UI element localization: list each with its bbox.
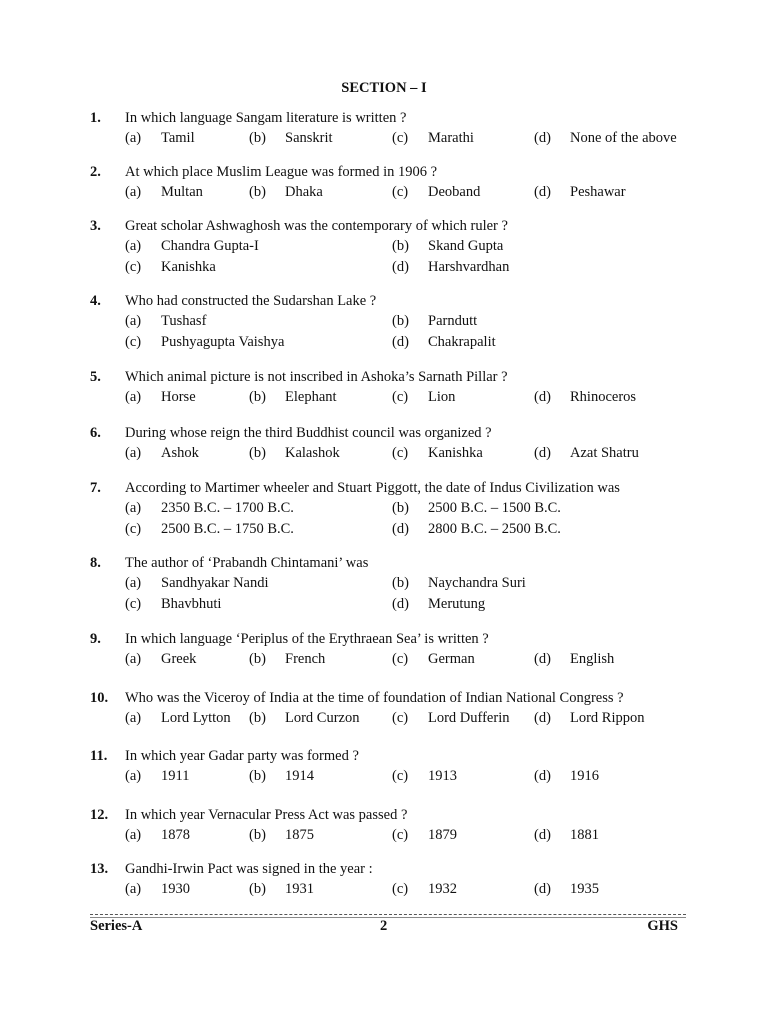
option-c: (c) Kanishka xyxy=(392,445,483,461)
option-a: (a) Tamil xyxy=(125,130,195,146)
option-d: (d) Chakrapalit xyxy=(392,334,496,350)
question-text: Great scholar Ashwaghosh was the contemporary of which ruler ? xyxy=(125,218,508,234)
option-a: (a) 1878 xyxy=(125,827,190,843)
options-row xyxy=(125,521,685,541)
footer-divider xyxy=(90,914,686,915)
option-a: (a) 2350 B.C. – 1700 B.C. xyxy=(125,500,294,516)
page-number: 2 xyxy=(380,918,388,934)
question-text: During whose reign the third Buddhist council was organized ? xyxy=(125,425,492,441)
question-text: In which language ‘Periplus of the Erythraean Sea’ is written ? xyxy=(125,631,489,647)
question-number: 8. xyxy=(90,555,101,571)
option-c: (c) 2500 B.C. – 1750 B.C. xyxy=(125,521,294,537)
option-d: (d) 1916 xyxy=(534,768,599,784)
options-row xyxy=(125,710,685,730)
option-a: (a) 1930 xyxy=(125,881,190,897)
option-c: (c) Pushyagupta Vaishya xyxy=(125,334,285,350)
options-row xyxy=(125,881,685,901)
question-text: Gandhi-Irwin Pact was signed in the year : xyxy=(125,861,373,877)
question-text: In which year Vernacular Press Act was passed ? xyxy=(125,807,408,823)
question-text: In which language Sangam literature is written ? xyxy=(125,110,407,126)
option-d: (d) 1881 xyxy=(534,827,599,843)
question-number: 7. xyxy=(90,480,101,496)
question-text: Which animal picture is not inscribed in Ashoka’s Sarnath Pillar ? xyxy=(125,369,508,385)
option-b: (b) Kalashok xyxy=(249,445,340,461)
question-text: According to Martimer wheeler and Stuart Piggott, the date of Indus Civilization was xyxy=(125,480,620,496)
question-number: 6. xyxy=(90,425,101,441)
question-text: Who had constructed the Sudarshan Lake ? xyxy=(125,293,377,309)
options-row xyxy=(125,259,685,279)
option-d: (d) Azat Shatru xyxy=(534,445,639,461)
option-a: (a) Horse xyxy=(125,389,196,405)
question-text: Who was the Viceroy of India at the time of foundation of Indian National Congress ? xyxy=(125,690,624,706)
option-c: (c) 1932 xyxy=(392,881,457,897)
option-a: (a) Sandhyakar Nandi xyxy=(125,575,269,591)
series-label: Series-A xyxy=(90,918,143,934)
page-footer xyxy=(90,918,678,936)
option-a: (a) Chandra Gupta-I xyxy=(125,238,259,254)
option-b: (b) French xyxy=(249,651,326,667)
option-c: (c) Kanishka xyxy=(125,259,216,275)
option-b: (b) 1875 xyxy=(249,827,314,843)
option-b: (b) Skand Gupta xyxy=(392,238,504,254)
options-row xyxy=(125,596,685,616)
question-number: 13. xyxy=(90,861,109,877)
question-number: 9. xyxy=(90,631,101,647)
question-number: 2. xyxy=(90,164,101,180)
options-row xyxy=(125,768,685,788)
option-b: (b) Naychandra Suri xyxy=(392,575,526,591)
question-number: 10. xyxy=(90,690,109,706)
question-text: In which year Gadar party was formed ? xyxy=(125,748,359,764)
options-row xyxy=(125,651,685,671)
option-d: (d) Merutung xyxy=(392,596,486,612)
paper-code: GHS xyxy=(647,918,678,934)
option-d: (d) 2800 B.C. – 2500 B.C. xyxy=(392,521,561,537)
options-row xyxy=(125,389,685,409)
option-d: (d) English xyxy=(534,651,615,667)
option-c: (c) Marathi xyxy=(392,130,474,146)
option-b: (b) 2500 B.C. – 1500 B.C. xyxy=(392,500,561,516)
question-text: The author of ‘Prabandh Chintamani’ was xyxy=(125,555,369,571)
options-row xyxy=(125,313,685,333)
option-b: (b) Parndutt xyxy=(392,313,478,329)
option-b: (b) 1914 xyxy=(249,768,314,784)
option-a: (a) Ashok xyxy=(125,445,199,461)
option-a: (a) Multan xyxy=(125,184,203,200)
option-c: (c) Bhavbhuti xyxy=(125,596,222,612)
options-row xyxy=(125,827,685,847)
option-b: (b) 1931 xyxy=(249,881,314,897)
option-c: (c) 1913 xyxy=(392,768,457,784)
option-d: (d) Lord Rippon xyxy=(534,710,645,726)
options-row xyxy=(125,238,685,258)
options-row xyxy=(125,184,685,204)
option-c: (c) Lion xyxy=(392,389,456,405)
option-a: (a) 1911 xyxy=(125,768,190,784)
option-d: (d) Rhinoceros xyxy=(534,389,637,405)
option-d: (d) None of the above xyxy=(534,130,677,146)
options-row xyxy=(125,500,685,520)
option-c: (c) Lord Dufferin xyxy=(392,710,510,726)
option-b: (b) Sanskrit xyxy=(249,130,333,146)
options-row xyxy=(125,130,685,150)
options-row xyxy=(125,445,685,465)
options-row xyxy=(125,575,685,595)
question-number: 3. xyxy=(90,218,101,234)
question-number: 1. xyxy=(90,110,101,126)
question-number: 11. xyxy=(90,748,108,764)
option-d: (d) Peshawar xyxy=(534,184,626,200)
option-c: (c) 1879 xyxy=(392,827,457,843)
option-c: (c) German xyxy=(392,651,475,667)
option-a: (a) Lord Lytton xyxy=(125,710,231,726)
option-d: (d) Harshvardhan xyxy=(392,259,510,275)
option-d: (d) 1935 xyxy=(534,881,599,897)
option-b: (b) Lord Curzon xyxy=(249,710,360,726)
question-text: At which place Muslim League was formed in 1906 ? xyxy=(125,164,438,180)
question-number: 4. xyxy=(90,293,101,309)
option-b: (b) Dhaka xyxy=(249,184,323,200)
option-c: (c) Deoband xyxy=(392,184,481,200)
question-number: 12. xyxy=(90,807,109,823)
option-a: (a) Tushasf xyxy=(125,313,207,329)
section-title: SECTION – I xyxy=(341,80,427,96)
question-number: 5. xyxy=(90,369,101,385)
option-b: (b) Elephant xyxy=(249,389,337,405)
option-a: (a) Greek xyxy=(125,651,197,667)
options-row xyxy=(125,334,685,354)
